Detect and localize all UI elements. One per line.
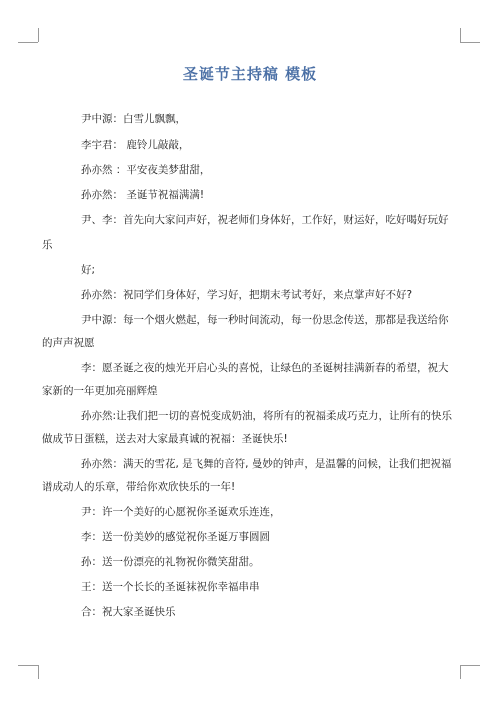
script-line: 孙亦然：满天的雪花, 是飞舞的音符, 曼妙的钟声，是温馨的问候，让我们把祝福 <box>81 458 452 470</box>
script-line: 尹、李：首先向大家问声好，祝老师们身体好，工作好，财运好，吃好喝好玩好 <box>81 214 449 226</box>
script-line: 做成节日蛋糕，送去对大家最真诚的祝福：圣诞快乐! <box>42 433 288 445</box>
script-line: 李宇君： 鹿铃儿敲敲， <box>81 139 190 151</box>
script-line: 孙亦然：祝同学们身体好，学习好，把期末考试考好，来点掌声好不好? <box>81 289 413 301</box>
script-line: 尹中源：白雪儿飘飘， <box>81 113 186 125</box>
script-line: 谱成动人的乐章，带给你欢欣快乐的一年! <box>42 481 236 493</box>
script-line: 的声声祝愿 <box>42 337 95 349</box>
script-line: 孙亦然： 圣诞节祝福满满! <box>81 189 205 201</box>
script-line: 孙：送一份漂亮的礼物祝你微笑甜甜。 <box>81 556 260 568</box>
document-body <box>42 113 453 619</box>
script-line: 好; <box>81 264 96 276</box>
script-line: 孙亦然 ：平安夜美梦甜甜， <box>81 164 211 176</box>
script-line: 李：送一份美妙的感觉祝你圣诞万事圆圆 <box>81 531 270 543</box>
script-line: 王：送一个长长的圣诞袜祝你幸福串串 <box>81 581 260 593</box>
script-line: 孙亦然:让我们把一切的喜悦变成奶油，将所有的祝福柔成巧克力，让所有的快乐 <box>81 410 453 422</box>
script-line: 尹：许一个美好的心愿祝你圣诞欢乐连连， <box>81 506 281 518</box>
script-line: 尹中源：每一个烟火燃起，每一秒时间流动，每一份思念传送，那都是我送给你 <box>81 314 449 326</box>
document-title: 圣诞节主持稿 模板 <box>182 65 318 83</box>
script-line: 家新的一年更加亮丽辉煌 <box>42 385 158 397</box>
script-line: 乐 <box>42 239 53 251</box>
script-line: 李：愿圣诞之夜的烛光开启心头的喜悦，让绿色的圣诞树挂满新春的希望，祝大 <box>81 362 449 374</box>
script-line: 合：祝大家圣诞快乐 <box>81 606 176 618</box>
